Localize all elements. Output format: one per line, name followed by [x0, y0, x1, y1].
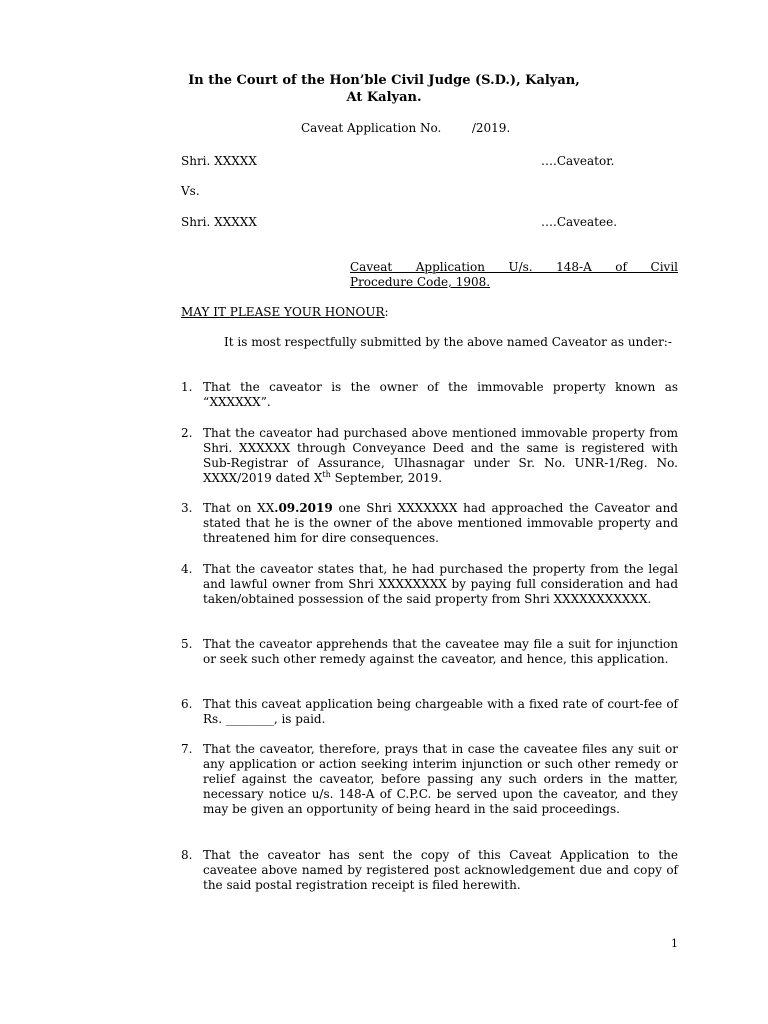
list-item-text [203, 501, 678, 546]
list-item-text: That the caveator, therefore, prays that in case the caveatee files any suit or any application or action seeking interim injunction or such other remedy or relief against the caveator, before passing any such orders in the matter, necessary notice u/s. 148-A of C.P.C. be served upon the caveator, and they may be given an opportunity of being heard in the said proceedings. [203, 742, 678, 816]
list-item-number: 8. [181, 848, 193, 862]
list-item [181, 501, 678, 546]
list-item-text-part: That on XX [203, 501, 275, 515]
list-item-text: That the caveator apprehends that the caveatee may file a suit for injunction or seek such other remedy against the caveator, and hence, this application. [203, 637, 678, 666]
subject-block [350, 260, 678, 290]
salutation-colon: : [384, 305, 389, 319]
list-item [181, 426, 678, 486]
list-item [181, 742, 678, 817]
versus-label: Vs. [181, 184, 200, 198]
bold-date: .09.2019 [274, 501, 333, 515]
list-item-text [203, 426, 678, 486]
page-number: 1 [671, 937, 678, 950]
list-item-text: That the caveator states that, he had purchased the property from the legal and lawful owner from Shri XXXXXXXX by paying full consideration and had taken/obtained possession of the said property from Shri XXXXXXXXXXX. [203, 562, 678, 606]
salutation-text: MAY IT PLEASE YOUR HONOUR [181, 305, 385, 319]
list-item-number: 3. [181, 501, 193, 515]
court-heading-line1: In the Court of the Hon’ble Civil Judge (S.D.), Kalyan, [188, 73, 580, 88]
subject-line2: Procedure Code, 1908. [350, 275, 491, 289]
list-item-text-part: That the caveator had purchased above mentioned immovable property from Shri. XXXXXX through Conveyance Deed and the same is registered with Sub-Registrar of Assurance, Ulhasnagar under Sr. No. UNR-1/Reg. No. XXXX/2019 dated X [203, 426, 678, 485]
caveatee-name: Shri. XXXXX [181, 215, 257, 229]
list-item-number: 6. [181, 697, 193, 711]
list-item-number: 5. [181, 637, 193, 651]
caveatee-role: ….Caveatee. [541, 215, 618, 229]
intro-paragraph: It is most respectfully submitted by the above named Caveator as under:- [224, 335, 672, 349]
list-item [181, 562, 678, 607]
list-item [181, 380, 678, 410]
list-item-text: That this caveat application being chargeable with a fixed rate of court-fee of Rs. ________, is paid. [203, 697, 678, 726]
list-item [181, 637, 678, 667]
court-heading-line2: At Kalyan. [346, 90, 422, 105]
caveator-name: Shri. XXXXX [181, 154, 257, 168]
list-item-number: 4. [181, 562, 193, 576]
subject-line1: Caveat Application U/s. 148-A of Civil [350, 260, 678, 274]
list-item-number: 1. [181, 380, 193, 394]
list-item-text-part: one Shri XXXXXXX had approached the Caveator and stated that he is the owner of the above mentioned immovable property and threatened him for dire consequences. [203, 501, 678, 545]
list-item-number: 7. [181, 742, 193, 756]
list-item-text-part: September, 2019. [330, 471, 443, 485]
superscript: th [322, 470, 331, 479]
list-item-number: 2. [181, 426, 193, 440]
list-item-text: That the caveator is the owner of the immovable property known as “XXXXXX”. [203, 380, 678, 409]
salutation [181, 305, 389, 320]
caveat-application-number: Caveat Application No. /2019. [301, 121, 511, 135]
list-item-text: That the caveator has sent the copy of this Caveat Application to the caveatee above named by registered post acknowledgement due and copy of the said postal registration receipt is filed herewith. [203, 848, 678, 892]
list-item [181, 848, 678, 893]
list-item [181, 697, 678, 727]
caveator-role: ….Caveator. [541, 154, 615, 168]
